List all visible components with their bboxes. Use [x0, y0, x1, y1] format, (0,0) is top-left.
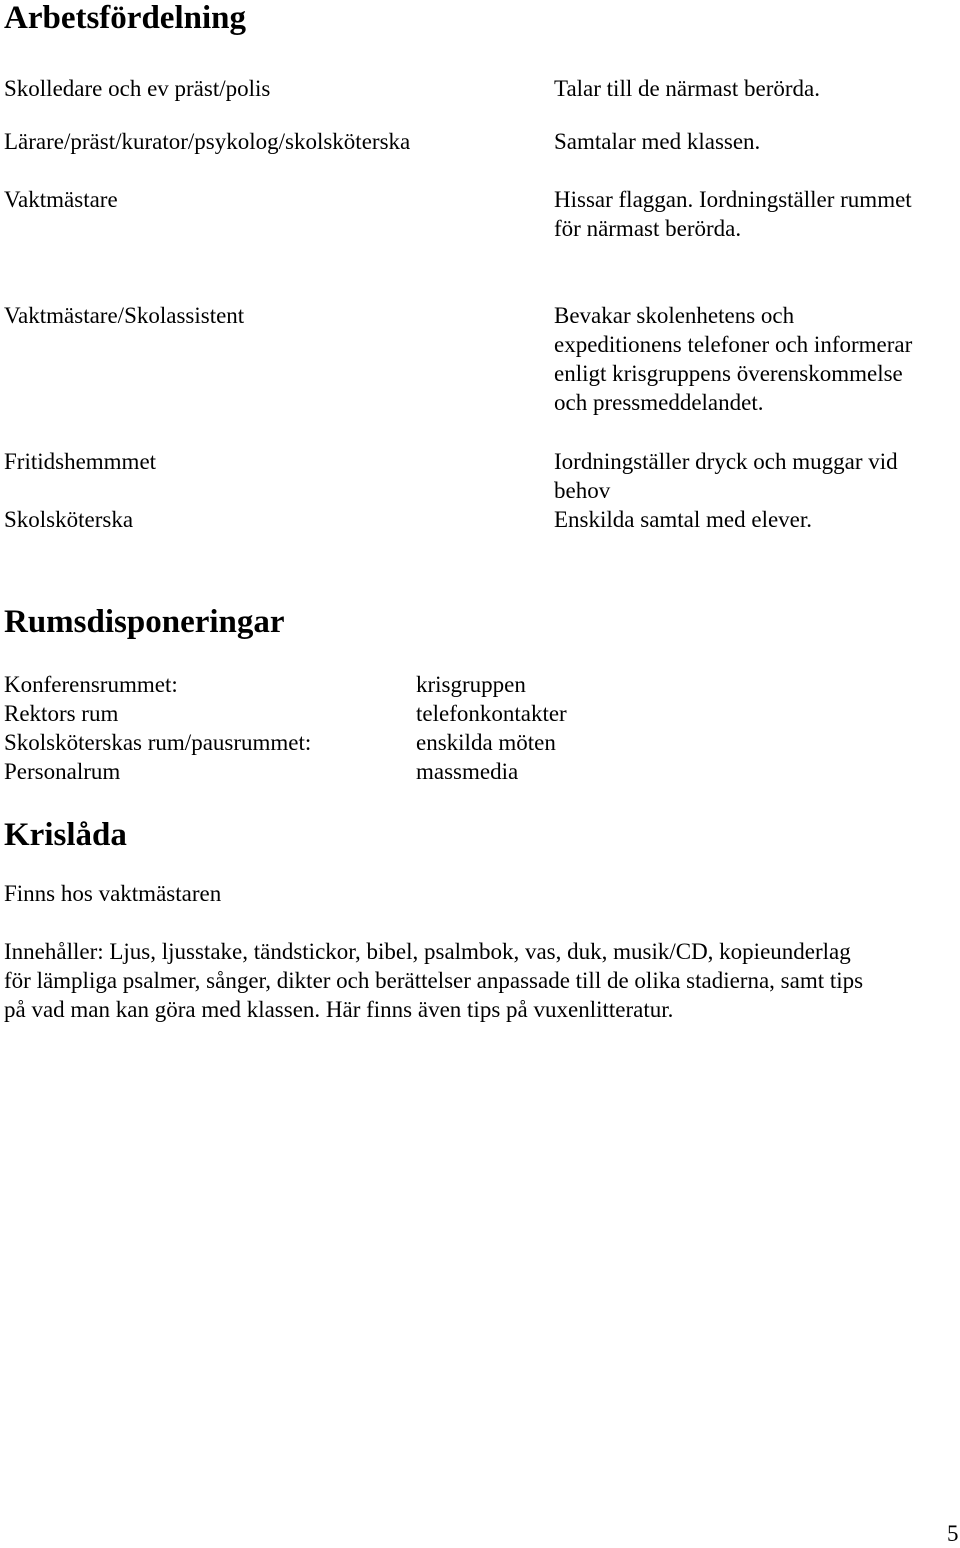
- room-use: krisgruppen: [416, 672, 526, 697]
- page-number: 5: [947, 1521, 959, 1546]
- krislada-contents-line: för lämpliga psalmer, sånger, dikter och berättelser anpassade till de olika stadierna, samt tips: [4, 968, 864, 993]
- role-label: Vaktmästare/Skolassistent: [4, 303, 245, 328]
- krislada-contents-line: på vad man kan göra med klassen. Här finns även tips på vuxenlitteratur.: [4, 997, 674, 1022]
- task-text-line: för närmast berörda.: [554, 216, 742, 241]
- task-text-line: behov: [554, 478, 611, 503]
- task-text: Enskilda samtal med elever.: [554, 507, 813, 532]
- task-text-line: enligt krisgruppens överenskommelse: [554, 361, 903, 386]
- task-text: Samtalar med klassen.: [554, 129, 761, 154]
- room-label: Skolsköterskas rum/pausrummet:: [4, 730, 312, 755]
- room-label: Konferensrummet:: [4, 672, 178, 697]
- role-label: Vaktmästare: [4, 187, 118, 212]
- task-text-line: Iordningställer dryck och muggar vid: [554, 449, 898, 474]
- heading-rumsdisponeringar: Rumsdisponeringar: [4, 604, 285, 640]
- room-use: enskilda möten: [416, 730, 556, 755]
- krislada-location: Finns hos vaktmästaren: [4, 881, 222, 906]
- role-label: Skolledare och ev präst/polis: [4, 76, 271, 101]
- task-text: Talar till de närmast berörda.: [554, 76, 820, 101]
- task-text-line: expeditionens telefoner och informerar: [554, 332, 913, 357]
- task-text-line: och pressmeddelandet.: [554, 390, 764, 415]
- task-text-line: Hissar flaggan. Iordningställer rummet: [554, 187, 912, 212]
- heading-krislada: Krislåda: [4, 817, 127, 853]
- role-label: Fritidshemmmet: [4, 449, 157, 474]
- role-label: Lärare/präst/kurator/psykolog/skolsköterska: [4, 129, 411, 154]
- room-label: Personalrum: [4, 759, 121, 784]
- heading-arbetsfordelning: Arbetsfördelning: [4, 0, 246, 36]
- room-use: telefonkontakter: [416, 701, 567, 726]
- krislada-contents-line: Innehåller: Ljus, ljusstake, tändstickor, bibel, psalmbok, vas, duk, musik/CD, kopieunderlag: [4, 939, 851, 964]
- room-use: massmedia: [416, 759, 519, 784]
- role-label: Skolsköterska: [4, 507, 134, 532]
- task-text-line: Bevakar skolenhetens och: [554, 303, 795, 328]
- room-label: Rektors rum: [4, 701, 119, 726]
